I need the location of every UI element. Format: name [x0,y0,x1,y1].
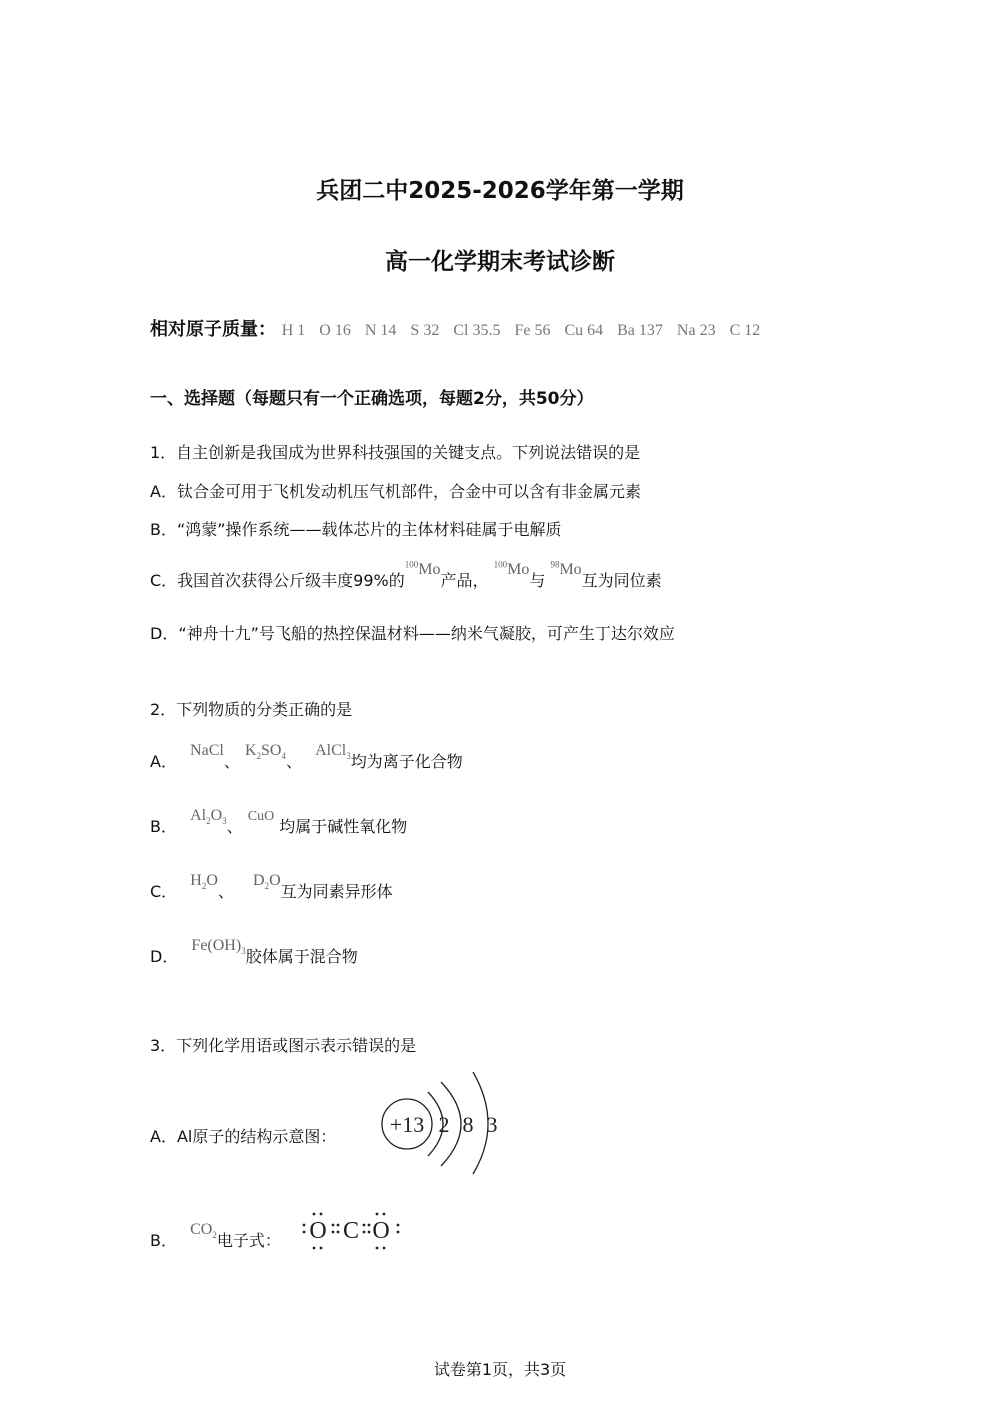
alcl3-formula: AlCl$_3$ [315,742,351,762]
q2-stem: 2．下列物质的分类正确的是 [150,700,353,719]
q3-stem: 3．下列化学用语或图示表示错误的是 [150,1036,417,1055]
separator: 、 [223,752,240,771]
q2-option-b [150,807,408,838]
feoh3-formula: $Fe(OH)_3$ [191,937,246,957]
q2-option-a [150,742,463,773]
lewis-oxygen-right: O [372,1218,390,1244]
q1-c-suffix: 互为同位素 [581,571,662,590]
q1-c-prefix: C．我国首次获得公斤级丰度99%的 [150,571,405,590]
lewis-oxygen-left: O [309,1218,327,1244]
atomic-mass-item: C 12 [729,322,761,339]
exam-title-line1: 兵团二中2025-2026学年第一学期 [316,178,684,204]
mo100-isotope: $^{100}$Mo [404,559,441,578]
option-label: B． [150,1231,177,1250]
q3-b-text: 电子式： [216,1231,281,1250]
co2-formula: $CO_2$ [190,1221,217,1241]
co2-lewis-structure [298,1208,408,1254]
atomic-mass-item: Na 23 [676,322,716,339]
separator: 、 [217,882,234,901]
page-footer: 试卷第1页，共3页 [433,1360,567,1379]
atomic-mass-item: Cl 35.5 [453,322,501,339]
q1-stem: 1．自主创新是我国成为世界科技强国的关键支点。下列说法错误的是 [150,443,641,462]
q1-option-d: D．“神舟十九”号飞船的热控保温材料——纳米气凝胶，可产生丁达尔效应 [150,624,675,643]
atomic-mass-item: H 1 [281,322,306,339]
q2-a-text: 均为离子化合物 [350,752,463,771]
option-label: B． [150,817,177,836]
q1-c-text: 产品， [440,571,489,590]
q1-option-b: B．“鸿蒙”操作系统——载体芯片的主体材料硅属于电解质 [150,520,562,539]
atomic-mass-row [150,315,770,341]
shell-electrons-3: 3 [486,1112,498,1137]
atomic-mass-item: Ba 137 [617,322,663,339]
section-heading: 一、选择题（每题只有一个正确选项，每题2分，共50分） [150,389,594,409]
h2o-formula: $H_2O$ [190,872,218,892]
q2-option-c [150,872,393,903]
q1-c-text: 与 [529,571,546,590]
atomic-mass-item: N 14 [364,322,397,339]
q2-d-text: 胶体属于混合物 [245,947,358,966]
nacl-formula: NaCl [190,742,224,759]
atomic-mass-item: Fe 56 [514,322,551,339]
al-atom-structure-diagram [378,1068,508,1178]
shell-electrons-1: 2 [438,1112,450,1137]
atomic-mass-item: Cu 64 [564,322,604,339]
exam-title-line2: 高一化学期末考试诊断 [385,249,615,275]
al2o3-formula: $Al_2O_3$ [190,807,227,827]
separator: 、 [285,752,302,771]
d2o-formula: $D_2O$ [253,872,281,892]
q1-option-c [150,559,662,591]
atomic-mass-list [282,322,771,339]
option-label: A． [150,752,177,771]
nucleus-charge: +13 [389,1112,425,1137]
k2so4-formula: $K_2SO_4$ [244,742,286,762]
option-label: D． [150,947,179,966]
cuo-formula: CuO [247,809,275,824]
q3-option-b [150,1221,281,1252]
mo100-isotope: $^{100}$Mo [493,559,530,578]
q2-c-text: 互为同素异形体 [280,882,393,901]
option-label: C． [150,882,178,901]
mo98-isotope: $^{98}$Mo [550,559,582,578]
atomic-mass-item: S 32 [410,322,440,339]
atomic-mass-item: O 16 [319,322,351,339]
atomic-mass-label: 相对原子质量： [150,319,276,340]
q3-option-a: A．Al原子的结构示意图： [150,1127,337,1146]
q2-option-d [150,937,358,968]
q1-option-a: A．钛合金可用于飞机发动机压气机部件，合金中可以含有非金属元素 [150,482,641,501]
lewis-carbon: C [342,1218,360,1244]
separator: 、 [226,817,243,836]
shell-electrons-2: 8 [462,1112,474,1137]
q2-b-text: 均属于碱性氧化物 [279,817,408,836]
